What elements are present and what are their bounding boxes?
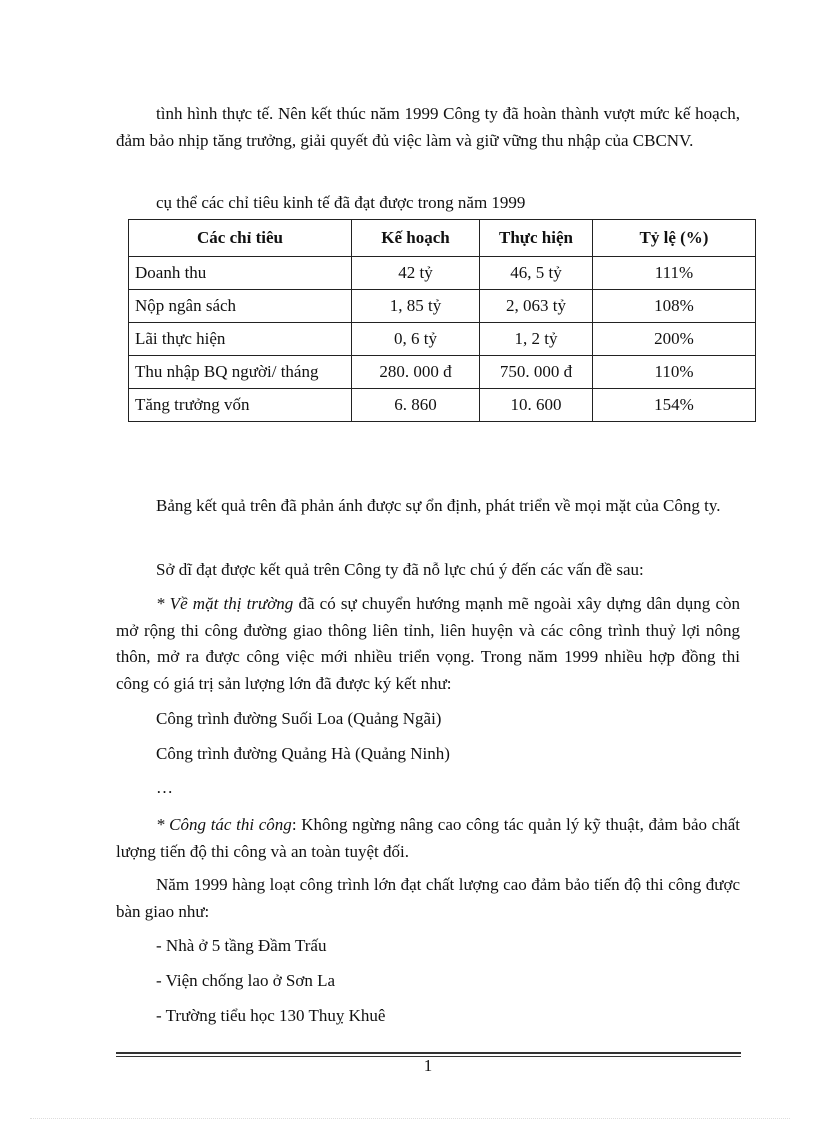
row-plan: 280. 000 đ — [352, 356, 480, 389]
row-ratio: 154% — [593, 389, 756, 422]
handover-item: - Viện chống lao ở Sơn La — [156, 971, 336, 990]
row-plan: 42 tỷ — [352, 257, 480, 290]
table-row — [129, 356, 756, 389]
reason-paragraph: Sở dĩ đạt được kết quả trên Công ty đã nỗ lực chú ý đến các vấn đề sau: — [156, 560, 644, 579]
header-actual: Thực hiện — [480, 220, 593, 257]
construction-text: : Không ngừng nâng cao công tác quản lý kỹ thuật, đảm bảo chất lượng tiến độ thi công và an toàn tuyệt đối. — [116, 815, 740, 861]
construction-label: * Công tác thi công — [156, 815, 292, 834]
table-row — [129, 389, 756, 422]
handover-item: - Trường tiểu học 130 Thuỵ Khuê — [156, 1006, 386, 1025]
table-row — [129, 323, 756, 356]
row-actual: 46, 5 tỷ — [480, 257, 593, 290]
table-row — [129, 290, 756, 323]
row-actual: 10. 600 — [480, 389, 593, 422]
row-ratio: 108% — [593, 290, 756, 323]
market-label: * Về mặt thị trường — [156, 594, 294, 613]
row-actual: 1, 2 tỷ — [480, 323, 593, 356]
contract-item: Công trình đường Quảng Hà (Quảng Ninh) — [156, 744, 450, 763]
handover-paragraph: Năm 1999 hàng loạt công trình lớn đạt chất lượng cao đảm bảo tiến độ thi công được bàn giao như: — [116, 875, 740, 921]
market-text: đã có sự chuyển hướng mạnh mẽ ngoài xây dựng dân dụng còn mở rộng thi công đường giao thông liên tỉnh, liên huyện và các công trình thuỷ lợi nông thôn, mở ra được công việc mới nhiều triển vọng. Trong năm 1999 nhiều hợp đồng thi công có giá trị sản lượng lớn đã được ký kết như: — [116, 594, 740, 693]
row-plan: 1, 85 tỷ — [352, 290, 480, 323]
table-caption: cụ thể các chỉ tiêu kinh tế đã đạt được trong năm 1999 — [156, 193, 526, 212]
row-label: Nộp ngân sách — [129, 290, 352, 323]
row-label: Tăng trưởng vốn — [129, 389, 352, 422]
intro-paragraph: tình hình thực tế. Nên kết thúc năm 1999 Công ty đã hoàn thành vượt mức kế hoạch, đảm bảo nhịp tăng trưởng, giải quyết đủ việc làm và giữ vững thu nhập của CBCNV. — [116, 104, 740, 150]
page-number: 1 — [423, 1056, 433, 1075]
row-plan: 6. 860 — [352, 389, 480, 422]
handover-item: - Nhà ở 5 tầng Đầm Trấu — [156, 936, 327, 955]
construction-paragraph — [116, 812, 740, 865]
header-ratio: Tỷ lệ (%) — [593, 220, 756, 257]
row-actual: 750. 000 đ — [480, 356, 593, 389]
footer-rule — [116, 1052, 741, 1054]
row-plan: 0, 6 tỷ — [352, 323, 480, 356]
row-label: Thu nhập BQ người/ tháng — [129, 356, 352, 389]
contract-item: Công trình đường Suối Loa (Quảng Ngãi) — [156, 709, 442, 728]
contract-ellipsis: … — [156, 778, 173, 797]
header-indicator: Các chỉ tiêu — [129, 220, 352, 257]
header-plan: Kế hoạch — [352, 220, 480, 257]
row-ratio: 110% — [593, 356, 756, 389]
row-ratio: 111% — [593, 257, 756, 290]
economic-indicators-table — [128, 219, 756, 422]
table-row — [129, 257, 756, 290]
market-paragraph — [116, 591, 740, 697]
row-ratio: 200% — [593, 323, 756, 356]
row-label: Doanh thu — [129, 257, 352, 290]
result-paragraph: Bảng kết quả trên đã phản ánh được sự ổn định, phát triển về mọi mặt của Công ty. — [156, 496, 721, 515]
table-header-row — [129, 220, 756, 257]
page-bottom-border — [30, 1118, 790, 1119]
row-actual: 2, 063 tỷ — [480, 290, 593, 323]
row-label: Lãi thực hiện — [129, 323, 352, 356]
